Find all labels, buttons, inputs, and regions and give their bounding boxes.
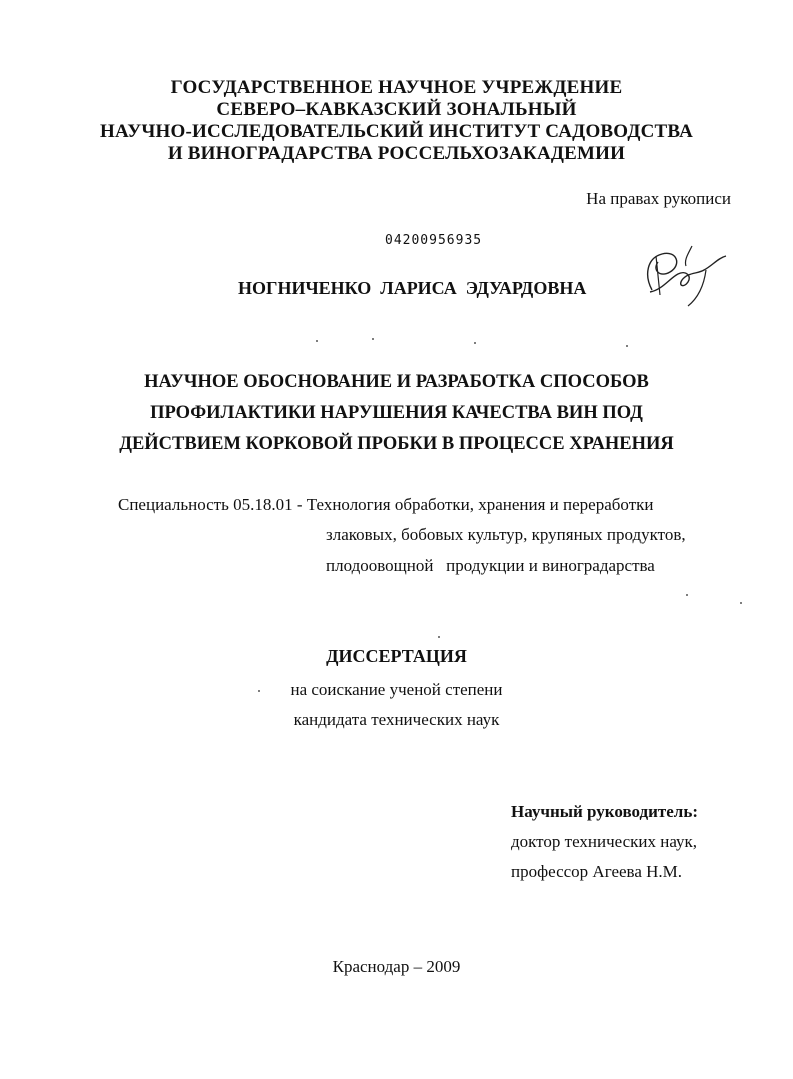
dissertation-line-1: на соискание ученой степени <box>290 680 503 699</box>
specialty-line-3: плодоовощной продукции и виноградарства <box>326 556 655 575</box>
speck <box>474 342 476 344</box>
supervisor-heading: Научный руководитель: <box>511 802 698 821</box>
document-code: 04200956935 <box>385 233 483 248</box>
speck <box>686 594 688 596</box>
title-line-1: НАУЧНОЕ ОБОСНОВАНИЕ И РАЗРАБОТКА СПОСОБОВ <box>144 372 649 392</box>
dissertation-heading: ДИССЕРТАЦИЯ <box>326 646 467 666</box>
signature <box>622 240 742 310</box>
speck <box>372 338 374 340</box>
speck <box>626 345 628 347</box>
title-line-2: ПРОФИЛАКТИКИ НАРУШЕНИЯ КАЧЕСТВА ВИН ПОД <box>150 403 643 423</box>
institution-line-4: И ВИНОГРАДАРСТВА РОССЕЛЬХОЗАКАДЕМИИ <box>167 143 626 164</box>
title-line-3: ДЕЙСТВИЕМ КОРКОВОЙ ПРОБКИ В ПРОЦЕССЕ ХРАНЕНИЯ <box>119 434 674 454</box>
institution-line-1: ГОСУДАРСТВЕННОЕ НАУЧНОЕ УЧРЕЖДЕНИЕ <box>170 77 623 98</box>
author-name: НОГНИЧЕНКО ЛАРИСА ЭДУАРДОВНА <box>238 278 587 298</box>
specialty-line-1: Специальность 05.18.01 - Технология обработки, хранения и переработки <box>118 495 654 514</box>
supervisor-name: профессор Агеева Н.М. <box>511 862 683 881</box>
speck <box>316 340 318 342</box>
institution-line-3: НАУЧНО-ИССЛЕДОВАТЕЛЬСКИЙ ИНСТИТУТ САДОВОДСТВА <box>100 121 693 142</box>
rights-note: На правах рукописи <box>586 189 731 208</box>
speck <box>740 602 742 604</box>
dissertation-line-2: кандидата технических наук <box>293 710 500 729</box>
institution-line-2: СЕВЕРО–КАВКАЗСКИЙ ЗОНАЛЬНЫЙ <box>216 99 577 120</box>
specialty-line-2: злаковых, бобовых культур, крупяных продуктов, <box>326 525 686 544</box>
city-year: Краснодар – 2009 <box>332 957 461 976</box>
speck <box>438 636 440 638</box>
supervisor-degree: доктор технических наук, <box>511 832 698 851</box>
